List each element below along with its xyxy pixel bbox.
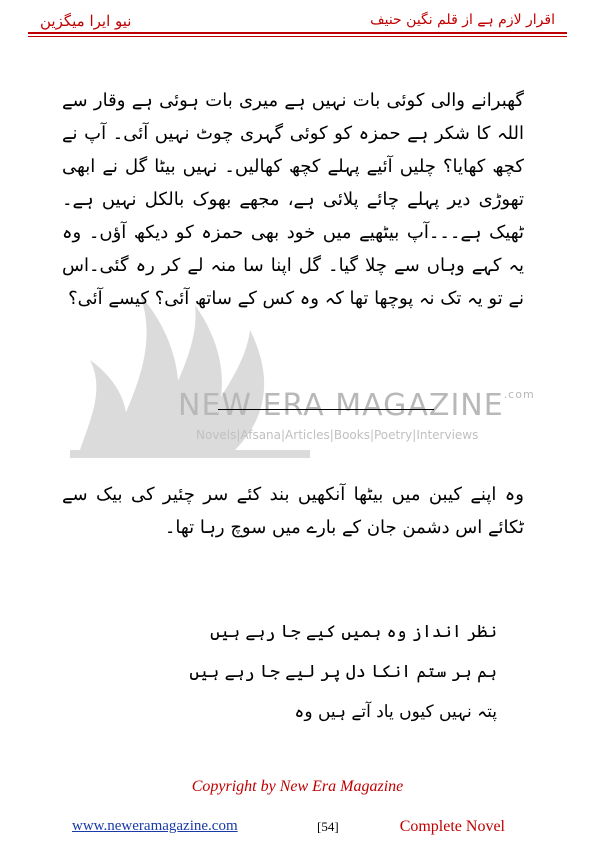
paragraph-1: گھبرانے والی کوئی بات نہیں ہے میری بات ہوئی ہے وقار سے اللہ کا شکر ہے حمزہ کو کوئی گہری چوٹ نہیں آئی۔ آپ نے کچھ کھایا؟ چلیں آئیے پہلے کچھ کھالیں۔ نہیں بیٹا گل نے ابھی تھوڑی دیر پہلے چائے پلائی ہے، مجھے بھوک بالکل نہیں ہے۔ ٹھیک ہے۔۔۔آپ بیٹھیے میں خود بھی حمزہ کو دیکھ آؤں۔ وہ یہ کہے وہاں سے چلا گیا۔ گل اپنا سا منہ لے کر رہ گئی۔اس نے تو یہ تک نہ پوچھا تھا کہ وہ کس کے ساتھ آئی؟ کیسے آئی؟ bbox=[62, 90, 524, 309]
watermark-suffix: .com bbox=[503, 388, 535, 401]
paragraph-2: وہ اپنے کیبن میں بیٹھا آنکھیں بند کئے سر چئیر کی بیک سے ٹکائے اس دشمن جان کے بارے میں سوچ رہا تھا۔ bbox=[62, 484, 524, 538]
website-link[interactable]: www.neweramagazine.com bbox=[72, 818, 238, 834]
magazine-title: نیو ایرا میگزین bbox=[40, 12, 132, 30]
poetry-line: نظر انداز وہ ہمیں کیے جا رہے ہیں bbox=[210, 622, 497, 642]
page-number: [54] bbox=[317, 819, 339, 834]
header-rule-thin bbox=[28, 36, 567, 37]
section-divider bbox=[218, 409, 434, 410]
poetry-line: ہم ہر ستم انکا دل پر لیے جا رہے ہیں bbox=[189, 662, 497, 682]
novel-label: Complete Novel bbox=[399, 818, 505, 835]
poetry-line: پتہ نہیں کیوں یاد آتے ہیں وہ bbox=[294, 702, 497, 722]
novel-title: اقرار لازم ہے از قلم نگین حنیف bbox=[370, 12, 555, 28]
header-rule bbox=[28, 32, 567, 34]
copyright-notice: Copyright by New Era Magazine bbox=[191, 778, 404, 795]
watermark-tagline: Novels|Afsana|Articles|Books|Poetry|Interviews bbox=[196, 428, 479, 442]
watermark-title: NEW ERA $MAGAZINE^{.com}$ bbox=[178, 388, 535, 423]
page-header bbox=[40, 8, 555, 34]
poetry-block bbox=[189, 612, 497, 732]
